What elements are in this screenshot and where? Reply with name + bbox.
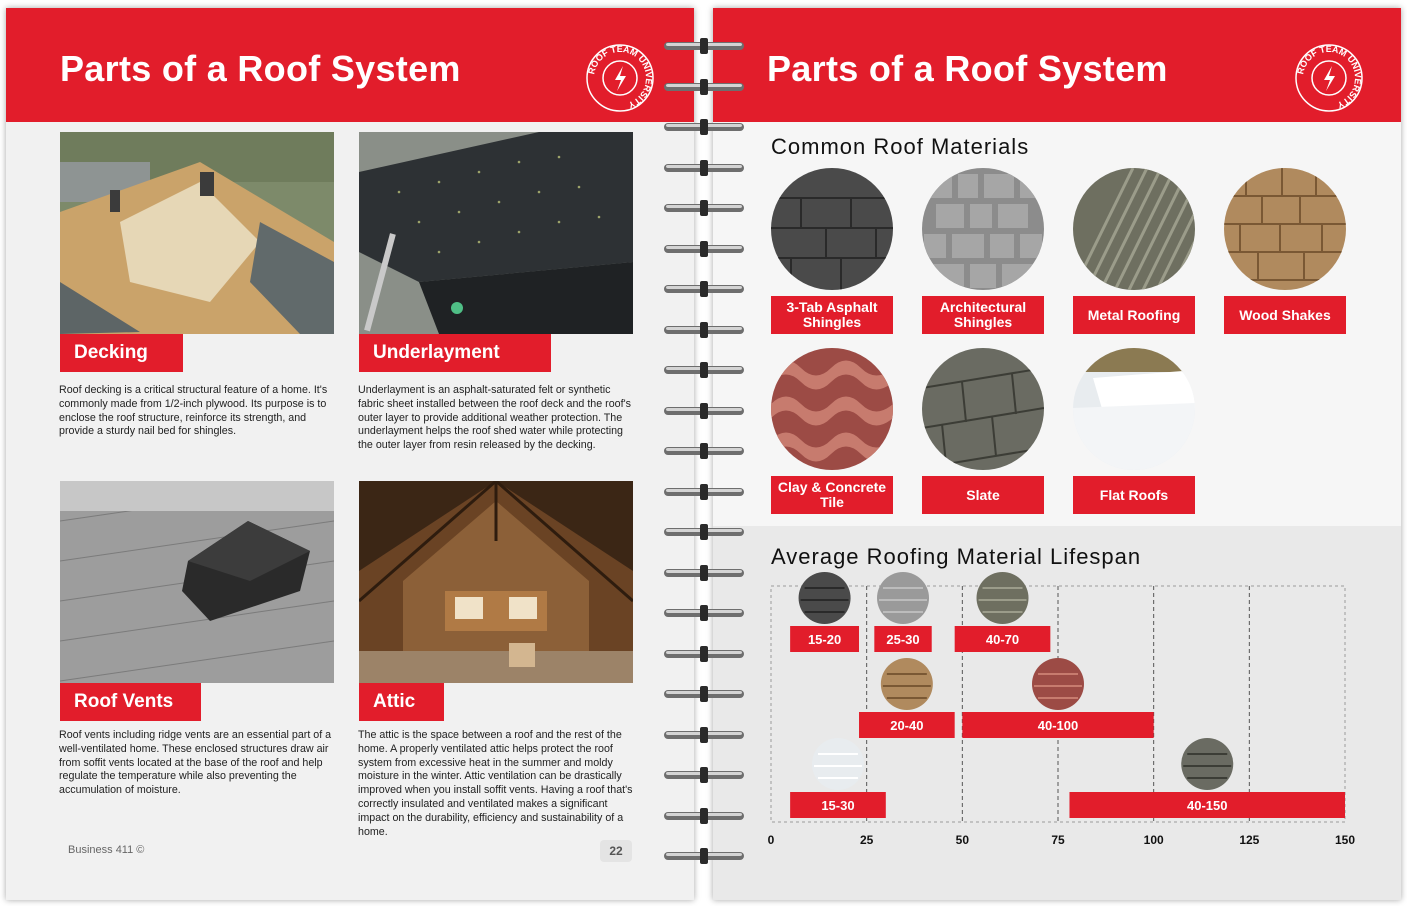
decking-photo xyxy=(60,132,334,334)
binding-ring xyxy=(664,846,744,866)
bar-data-label: 15-20 xyxy=(807,632,842,647)
underlayment-label: Underlayment xyxy=(359,334,551,372)
material-wood-shakes xyxy=(1224,168,1346,334)
right-page xyxy=(713,8,1401,900)
x-tick-label: 0 xyxy=(767,833,775,847)
left-page xyxy=(6,8,694,900)
metal-roofing-icon xyxy=(1073,168,1195,290)
lifespan-chart-panel xyxy=(713,526,1401,900)
lifespan-heading: Average Roofing Material Lifespan xyxy=(771,544,1142,569)
page-header xyxy=(713,8,1401,122)
binding-ring xyxy=(664,158,744,178)
material-label: Clay & Concrete Tile xyxy=(771,476,893,514)
material-thumbnail xyxy=(977,572,1029,624)
material-architectural-shingles xyxy=(922,168,1044,334)
page-title: Parts of a Roof System xyxy=(767,48,1168,89)
x-tick-label: 125 xyxy=(1239,833,1260,847)
material-clay-tile xyxy=(771,348,893,514)
material-label: Wood Shakes xyxy=(1224,296,1346,334)
x-tick-label: 75 xyxy=(1051,833,1065,847)
slate-icon xyxy=(922,348,1044,470)
bar-data-label: 40-150 xyxy=(1186,798,1228,813)
binding-ring xyxy=(664,279,744,299)
x-tick-label: 150 xyxy=(1334,833,1356,847)
architectural-shingles-icon xyxy=(922,168,1044,290)
binding-ring xyxy=(664,806,744,826)
material-thumbnail xyxy=(1032,658,1084,710)
svg-text:ROOF TEAM UNIVERSITY: ROOF TEAM UNIVERSITY xyxy=(1295,43,1364,111)
binding-ring xyxy=(664,482,744,502)
decking-label: Decking xyxy=(60,334,183,372)
lifespan-chart xyxy=(713,526,1401,900)
binding-ring xyxy=(664,320,744,340)
binding-ring xyxy=(664,725,744,745)
binding-ring xyxy=(664,401,744,421)
binding-ring xyxy=(664,563,744,583)
material-label: Metal Roofing xyxy=(1073,296,1195,334)
material-slate xyxy=(922,348,1044,514)
binding-ring xyxy=(664,684,744,704)
material-flat-roof xyxy=(1073,348,1195,514)
material-thumbnail xyxy=(881,658,933,710)
page-number: 22 xyxy=(600,840,632,862)
attic-label: Attic xyxy=(359,683,444,721)
material-asphalt-shingles xyxy=(771,168,893,334)
bar-data-label: 40-70 xyxy=(985,632,1020,647)
material-label: Architectural Shingles xyxy=(922,296,1044,334)
materials-heading: Common Roof Materials xyxy=(771,134,1030,159)
roof-team-university-logo xyxy=(584,42,656,114)
roof-team-university-logo xyxy=(1293,42,1365,114)
material-label: Flat Roofs xyxy=(1073,476,1195,514)
material-thumbnail xyxy=(877,572,929,624)
attic-photo xyxy=(359,481,633,683)
roof-vents-label: Roof Vents xyxy=(60,683,201,721)
material-thumbnail xyxy=(812,738,864,790)
flat-roof-icon xyxy=(1073,348,1195,470)
page-title: Parts of a Roof System xyxy=(60,48,461,89)
binding-ring xyxy=(664,765,744,785)
x-tick-label: 50 xyxy=(955,833,970,847)
material-metal-roofing xyxy=(1073,168,1195,334)
roof-vents-description: Roof vents including ridge vents are an essential part of a well-ventilated home. These enclosed structures draw air from soffit vents located at the base of the roof and help regulate the temperature while also preventing the accumulation of moisture. xyxy=(59,729,332,797)
binding-ring xyxy=(664,239,744,259)
bar-data-label: 15-30 xyxy=(821,798,855,813)
binding-ring xyxy=(664,360,744,380)
bar-data-label: 25-30 xyxy=(886,632,920,647)
svg-text:ROOF TEAM UNIVERSITY: ROOF TEAM UNIVERSITY xyxy=(586,43,655,111)
material-thumbnail xyxy=(1181,738,1233,790)
binding-ring xyxy=(664,441,744,461)
binding-ring xyxy=(664,77,744,97)
underlayment-photo xyxy=(359,132,633,334)
x-tick-label: 25 xyxy=(859,833,874,847)
bar-data-label: 20-40 xyxy=(890,718,924,733)
binding-ring xyxy=(664,36,744,56)
decking-description: Roof decking is a critical structural feature of a home. It's commonly made from 1/2-inch plywood. Its purpose is to enclose the roof structure, reinforce its strength, and provide a sturdy nail bed for shingles. xyxy=(59,384,328,438)
clay-tile-icon xyxy=(771,348,893,470)
footer-copyright: Business 411 © xyxy=(68,844,145,856)
x-tick-label: 100 xyxy=(1143,833,1164,847)
page-header xyxy=(6,8,694,122)
material-label: 3-Tab Asphalt Shingles xyxy=(771,296,893,334)
underlayment-description: Underlayment is an asphalt-saturated felt or synthetic fabric sheet installed between the roof deck and the roof's outer layer to provide additional weather protection. The underlayment helps the roof shed water while protecting the outer layer from resin released by the decking. xyxy=(358,384,631,452)
binding-ring xyxy=(664,522,744,542)
material-thumbnail xyxy=(799,572,851,624)
wood-shakes-icon xyxy=(1224,168,1346,290)
binding-ring xyxy=(664,117,744,137)
binding-ring xyxy=(664,644,744,664)
binding-ring xyxy=(664,198,744,218)
spiral-binding xyxy=(664,36,744,876)
bar-data-label: 40-100 xyxy=(1037,718,1079,733)
attic-description: The attic is the space between a roof and the rest of the home. A properly ventilated attic helps protect the roof system from excessive heat in the summer and moldy moisture in the winter. Attic ventilation can be drastically improved when you install soffit vents. Having a roof that's correctly insulated and ventilated makes a significant impact on the durability, efficiency and sustainability of a home. xyxy=(358,729,633,838)
binding-ring xyxy=(664,603,744,623)
roof-vents-photo xyxy=(60,481,334,683)
material-label: Slate xyxy=(922,476,1044,514)
asphalt-shingles-icon xyxy=(771,168,893,290)
